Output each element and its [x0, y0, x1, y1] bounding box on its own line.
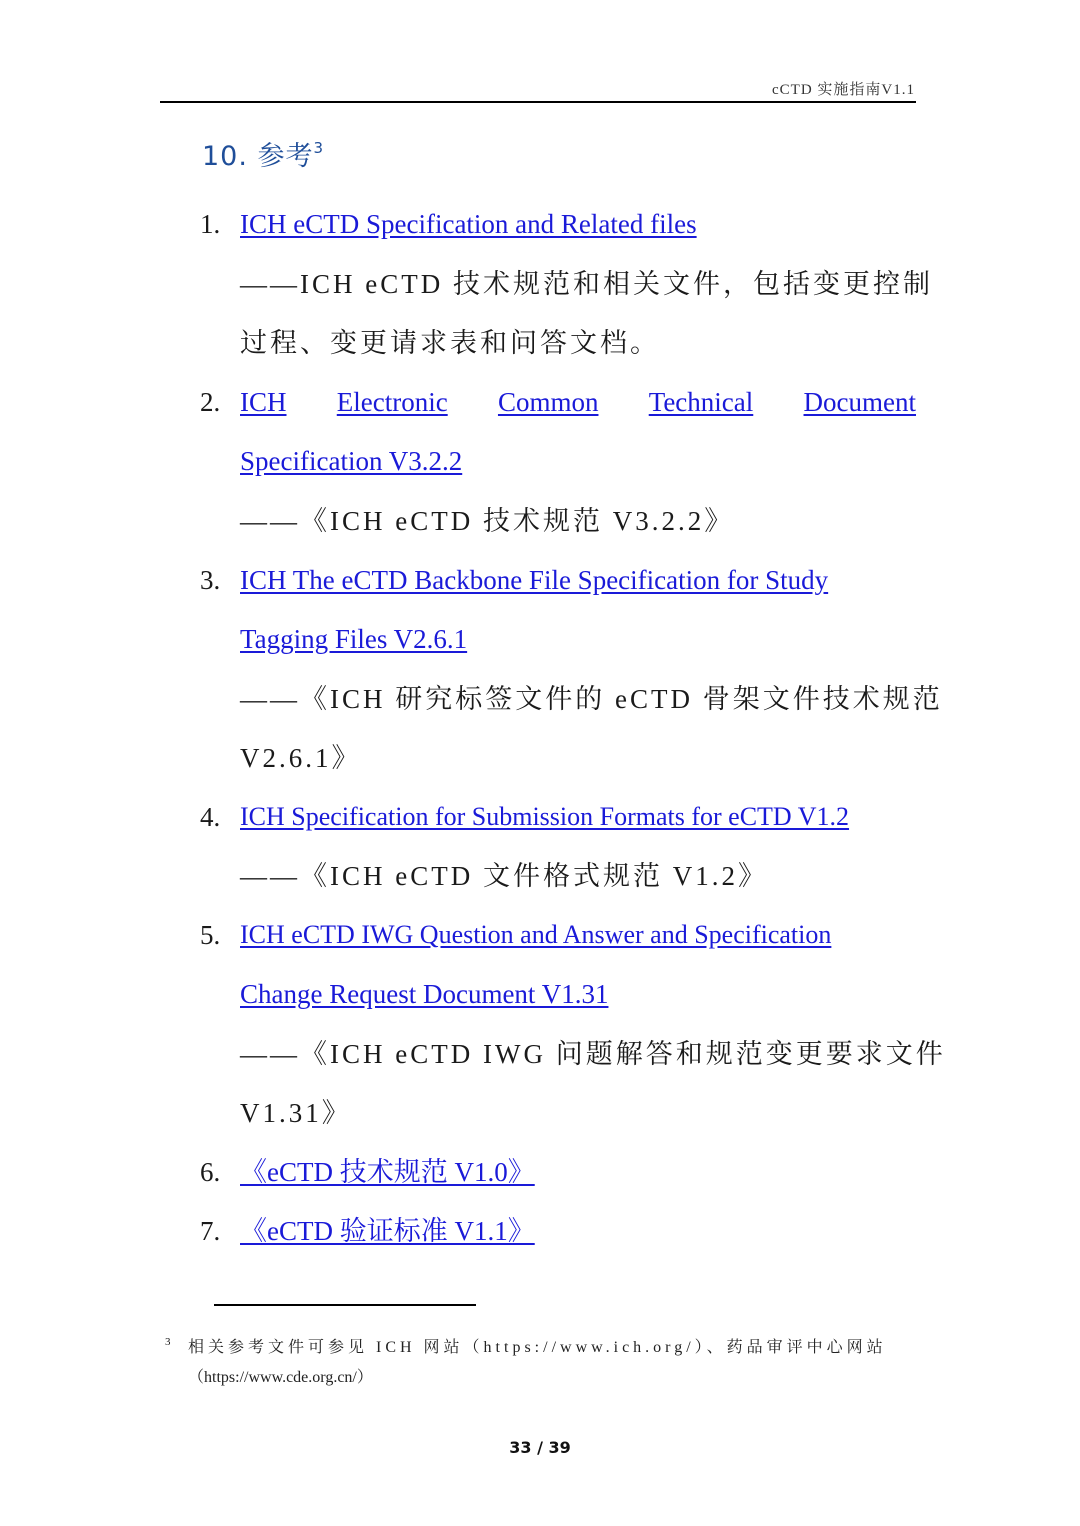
reference-description: ——《ICH eCTD 文件格式规范 V1.2》: [240, 861, 768, 891]
reference-description: ——《ICH 研究标签文件的 eCTD 骨架文件技术规范: [240, 684, 943, 714]
reference-description: ——ICH eCTD 技术规范和相关文件，包括变更控制: [240, 269, 933, 299]
link-word: Technical: [648, 387, 754, 417]
reference-link[interactable]: ICH Specification for Submission Formats for eCTD V1.2: [240, 802, 850, 831]
reference-link-continued[interactable]: Change Request Document V1.31: [240, 979, 609, 1009]
footnote-divider: [214, 1304, 476, 1306]
header-title: cCTD 实施指南V1.1: [772, 82, 915, 98]
reference-description: V2.6.1》: [240, 743, 362, 773]
section-title-text: 10. 参考: [202, 141, 314, 172]
reference-description: ——《ICH eCTD IWG 问题解答和规范变更要求文件: [240, 1039, 946, 1069]
reference-link[interactable]: ICH eCTD Specification and Related files: [240, 209, 697, 239]
reference-link[interactable]: 《eCTD 验证标准 V1.1》: [240, 1216, 535, 1246]
reference-description: 过程、变更请求表和问答文档。: [240, 328, 660, 358]
reference-link-continued[interactable]: Specification V3.2.2: [240, 446, 463, 476]
reference-link[interactable]: [240, 386, 916, 418]
page-number: 33 / 39: [509, 1438, 571, 1457]
reference-number: 2.: [200, 387, 221, 417]
reference-number: 4.: [200, 802, 221, 832]
link-word: Electronic: [336, 387, 448, 417]
reference-number: 5.: [200, 920, 221, 950]
reference-link[interactable]: ICH The eCTD Backbone File Specification for Study: [240, 565, 829, 595]
reference-number: 7.: [200, 1216, 221, 1246]
section-title: [202, 134, 324, 173]
reference-description: V1.31》: [240, 1098, 352, 1128]
reference-link-continued[interactable]: Tagging Files V2.6.1: [240, 624, 468, 654]
link-word: ICH: [240, 387, 287, 417]
footnote-mark: 3: [165, 1336, 171, 1348]
reference-number: 3.: [200, 565, 221, 595]
reference-number: 6.: [200, 1157, 221, 1187]
link-word: Common: [497, 387, 599, 417]
reference-number: 1.: [200, 209, 221, 239]
reference-link[interactable]: 《eCTD 技术规范 V1.0》: [240, 1157, 535, 1187]
link-word: Document: [803, 387, 916, 417]
footnote-ref[interactable]: 3: [313, 139, 325, 157]
reference-link[interactable]: ICH eCTD IWG Question and Answer and Specification: [240, 920, 832, 949]
header-divider: [160, 101, 916, 103]
footnote-text-continued: （https://www.cde.org.cn/）: [188, 1369, 373, 1386]
footnote-text: 相关参考文件可参见 ICH 网站（https://www.ich.org/）、药品审评中心网站: [188, 1339, 887, 1356]
reference-description: ——《ICH eCTD 技术规范 V3.2.2》: [240, 506, 735, 536]
